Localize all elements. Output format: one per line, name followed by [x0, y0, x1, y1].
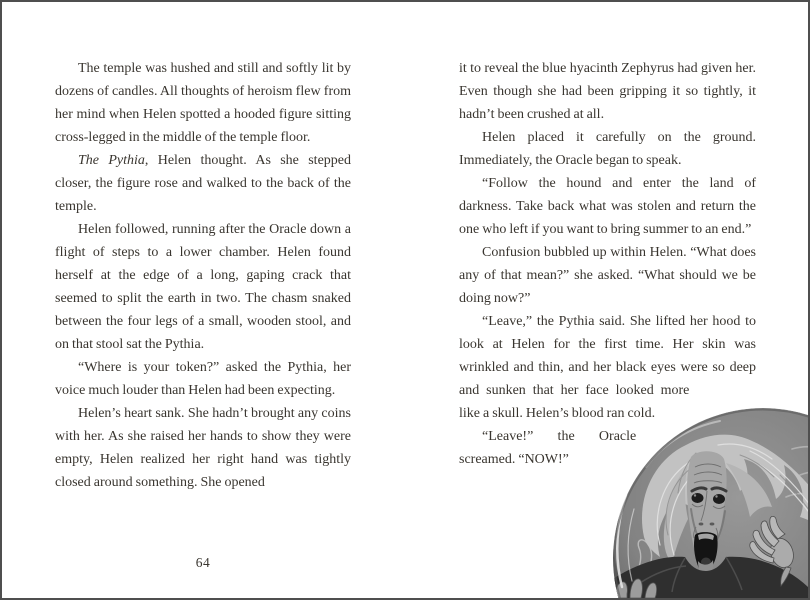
paragraph-text: “Leave!” the Oracle screamed. “NOW!”	[459, 429, 637, 467]
paragraph-text: , Helen thought. As she stepped closer, the figure rose and walked to the back of the temple.	[55, 153, 352, 214]
paragraph-text: “Follow the hound and enter the land of darkness. Take back what was stolen and return the one who left if you want to bring summer to an end.”	[459, 176, 756, 237]
paragraph-text: Helen’s heart sank. She hadn’t brought any coins with her. As she raised her hands to show they were empty, Helen realized her right hand was tightly closed around something. She opened	[55, 406, 351, 490]
paragraph	[459, 172, 756, 241]
paragraph	[55, 402, 351, 494]
paragraph-text: “Where is your token?” asked the Pythia, her voice much louder than Helen had been expecting.	[55, 360, 351, 398]
paragraph	[55, 57, 351, 149]
paragraph	[55, 149, 351, 218]
paragraph	[55, 356, 351, 402]
paragraph-text: The temple was hushed and still and softly lit by dozens of candles. All thoughts of heroism flew from her mind when Helen spotted a hooded figure sitting cross-legged in the middle of the temple floor.	[55, 61, 351, 145]
oracle-illustration	[600, 405, 808, 598]
oracle-illustration-svg	[600, 405, 808, 598]
left-page-text-column	[55, 57, 351, 494]
right-page-upper-paragraphs	[459, 57, 756, 310]
paragraph-text: “Leave,” the Pythia said. She lifted her hood to look at Helen for the first time. Her skin was wrinkled and thin, and her black eyes were so deep and sunken that her face looked more like a skull. Helen’s blood ran cold.	[459, 314, 756, 421]
paragraph	[55, 218, 351, 356]
paragraph-text: Confusion bubbled up within Helen. “What does any of that mean?” she asked. “What should we be doing now?”	[459, 245, 756, 306]
paragraph	[459, 241, 756, 310]
paragraph	[459, 126, 756, 172]
paragraph-text: Helen placed it carefully on the ground. Immediately, the Oracle began to speak.	[459, 130, 756, 168]
paragraph-text: Helen followed, running after the Oracle down a flight of steps to a lower chamber. Helen found herself at the edge of a long, gaping crack that seemed to split the earth in two. The chasm snaked between the four legs of a small, wooden stool, and on that stool sat the Pythia.	[55, 222, 351, 352]
paragraph-text: The Pythia	[78, 153, 145, 168]
paragraph	[459, 57, 756, 126]
paragraph-text: it to reveal the blue hyacinth Zephyrus had given her. Even though she had been gripping it so tightly, it hadn’t been crushed at all.	[459, 61, 756, 122]
page-number: 64	[195, 555, 211, 570]
